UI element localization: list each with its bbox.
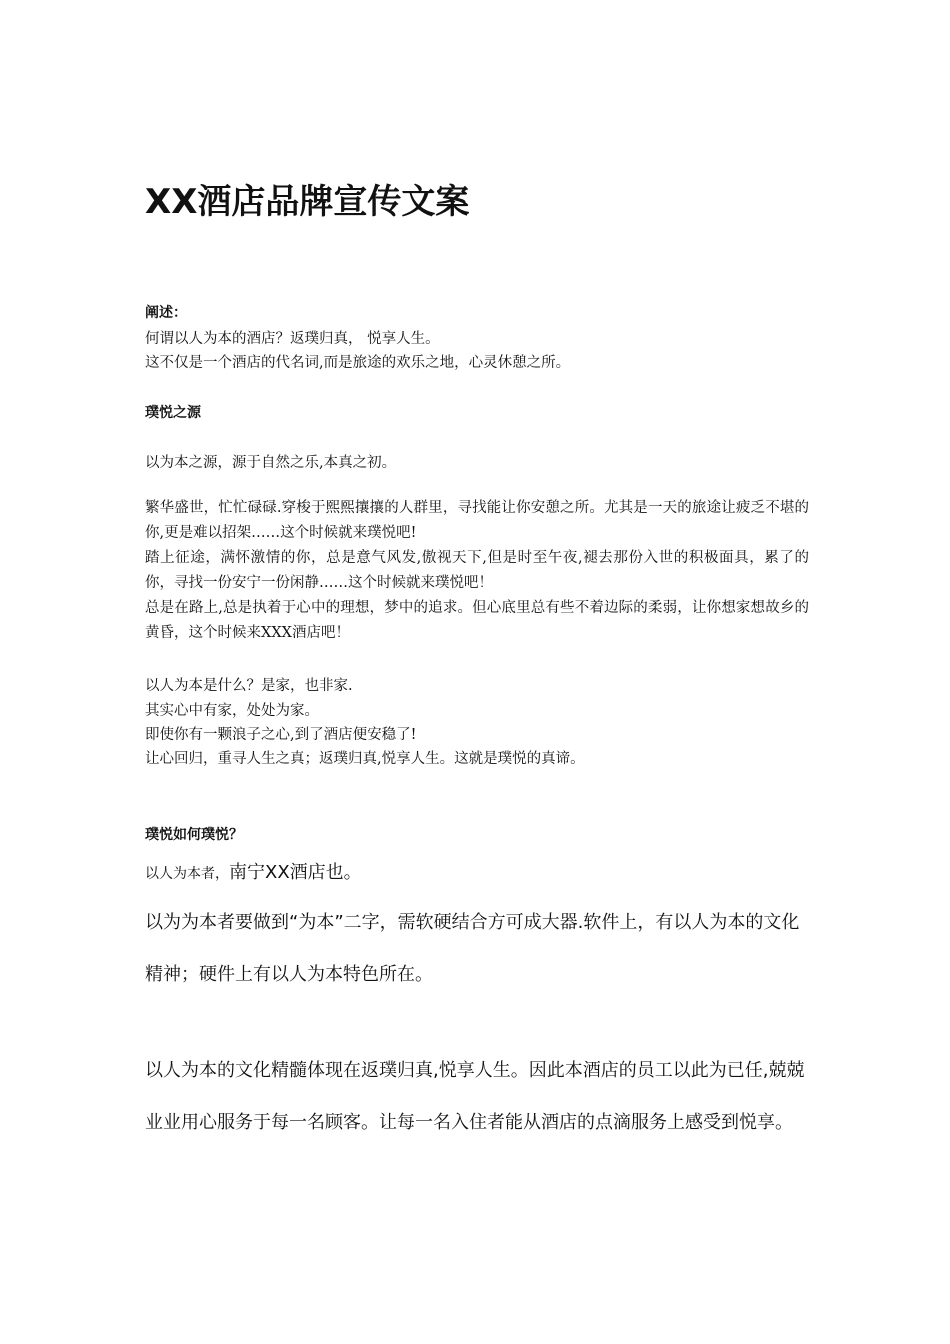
how-paragraph-1: 以为为本者要做到“为本”二字，需软硬结合方可成大器.软件上，有以人为本的文化精神；硬件上有以人为本特色所在。 — [145, 912, 800, 985]
intro-heading: 阐述： — [145, 305, 187, 321]
how-lead-line — [145, 858, 362, 884]
source-heading: 璞悦之源 — [145, 405, 201, 421]
source-paragraph-2: 踏上征途，满怀激情的你，总是意气风发,傲视天下,但是时至午夜,褪去那份入世的积极面具，累了的你，寻找一份安宁一份闲静……这个时候就来璞悦吧！ — [145, 550, 809, 591]
closing-line-1: 以人为本是什么？是家，也非家. — [145, 678, 353, 694]
intro-line-2: 这不仅是一个酒店的代名词,而是旅途的欢乐之地，心灵休憩之所。 — [145, 355, 571, 371]
document-title: XX酒店品牌宣传文案 — [145, 182, 470, 222]
source-lead: 以为本之源，源于自然之乐,本真之初。 — [145, 455, 397, 471]
closing-line-3: 即使你有一颗浪子之心,到了酒店便安稳了! — [145, 727, 417, 743]
source-paragraphs — [145, 496, 809, 646]
how-lead-big: 南宁XX酒店也。 — [229, 862, 362, 883]
how-heading: 璞悦如何璞悦？ — [145, 827, 243, 843]
closing-line-2: 其实心中有家，处处为家。 — [145, 703, 319, 719]
intro-line-1: 何谓以人为本的酒店？返璞归真， 悦享人生。 — [145, 331, 440, 347]
source-paragraph-3: 总是在路上,总是执着于心中的理想，梦中的追求。但心底里总有些不着边际的柔弱，让你想家想故乡的黄昏，这个时候来XXX酒店吧！ — [145, 600, 809, 641]
how-paragraph-2: 以人为本的文化精髓体现在返璞归真,悦享人生。因此本酒店的员工以此为已任,兢兢业业用心服务于每一名顾客。让每一名入住者能从酒店的点滴服务上感受到悦享。 — [145, 1060, 805, 1133]
source-paragraph-1: 繁华盛世，忙忙碌碌.穿梭于熙熙攘攘的人群里，寻找能让你安憩之所。尤其是一天的旅途让疲乏不堪的你,更是难以招架……这个时候就来璞悦吧! — [145, 500, 809, 541]
closing-line-4: 让心回归，重寻人生之真；返璞归真,悦享人生。这就是璞悦的真谛。 — [145, 751, 585, 767]
how-lead-small: 以人为本者， — [145, 866, 229, 882]
